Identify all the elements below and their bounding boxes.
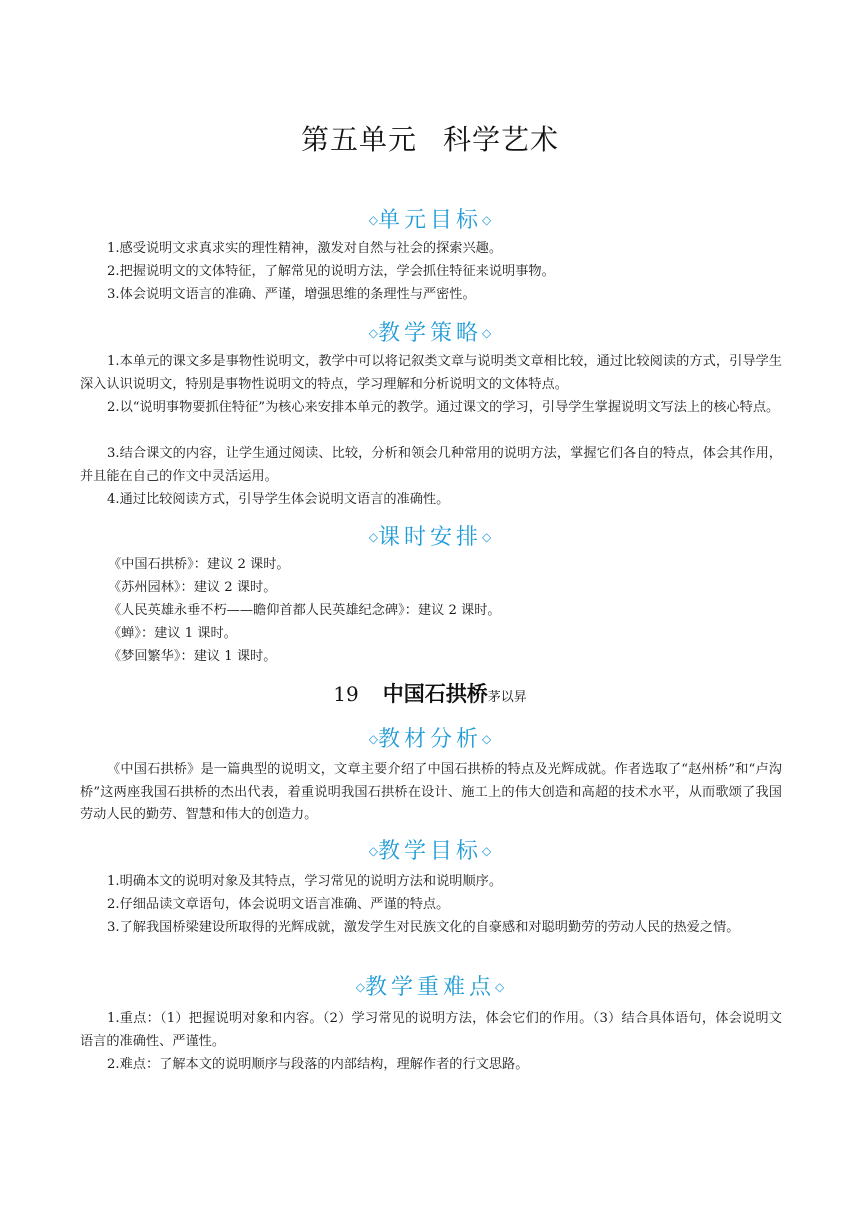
strategy-item: 1.本单元的课文多是事物性说明文，教学中可以将记叙类文章与说明类文章相比较，通过比较阅读的方式，引导学生深入认识说明文，特别是事物性说明文的特点，学习理解和分析说明文的文体特点。 [80, 354, 782, 392]
section-heading-teaching-goals: ◇教学目标◇ [368, 839, 492, 864]
key-point-item: 1.重点：（1）把握说明对象和内容。（2）学习常见的说明方法，体会它们的作用。（3）结合具体语句，体会说明文语言的准确性、严谨性。 [80, 1011, 782, 1049]
schedule-item: 《苏州园林》：建议 2 课时。 [108, 580, 277, 595]
diamond-icon: ◇ [482, 732, 492, 746]
schedule-item: 《中国石拱桥》：建议 2 课时。 [108, 557, 290, 572]
material-paragraph: 《中国石拱桥》是一篇典型的说明文，文章主要介绍了中国石拱桥的特点及光辉成就。作者选取了“赵州桥”和“卢沟桥”这两座我国石拱桥的杰出代表，着重说明我国石拱桥在设计、施工上的伟大创造和高超的技术水平，从而歌颂了我国劳动人民的勤劳、智慧和伟大的创造力。 [80, 762, 782, 822]
diamond-icon: ◇ [368, 732, 378, 746]
diamond-icon: ◇ [368, 326, 378, 340]
lesson-number: 19 [333, 682, 359, 706]
unit-goal-item: 3.体会说明文语言的准确、严谨，增强思维的条理性与严密性。 [107, 287, 476, 302]
strategy-item: 4.通过比较阅读方式，引导学生体会说明文语言的准确性。 [107, 492, 450, 507]
unit-goal-item: 1.感受说明文求真求实的理性精神，激发对自然与社会的探索兴趣。 [107, 241, 503, 256]
section-heading-material: ◇教材分析◇ [368, 727, 492, 752]
diamond-icon: ◇ [368, 530, 378, 544]
strategy-item: 2.以“说明事物要抓住特征”为核心来安排本单元的教学。通过课文的学习，引导学生掌握说明文写法上的核心特点。 [107, 400, 780, 415]
teaching-goal-item: 2.仔细品读文章语句，体会说明文语言准确、严谨的特点。 [107, 897, 450, 912]
diamond-icon: ◇ [355, 980, 365, 994]
schedule-item: 《蝉》：建议 1 课时。 [108, 626, 237, 641]
section-heading-strategy: ◇教学策略◇ [368, 321, 492, 346]
unit-title [0, 118, 860, 158]
section-heading-key-points: ◇教学重难点◇ [355, 975, 505, 1000]
lesson-name: 中国石拱桥 [382, 682, 488, 706]
section-heading-unit-goals: ◇单元目标◇ [368, 208, 492, 233]
strategy-item: 3.结合课文的内容，让学生通过阅读、比较，分析和领会几种常用的说明方法，掌握它们各自的特点，体会其作用，并且能在自己的作文中灵活运用。 [80, 446, 782, 484]
diamond-icon: ◇ [368, 844, 378, 858]
section-heading-schedule: ◇课时安排◇ [368, 525, 492, 550]
lesson-title [0, 678, 860, 708]
schedule-item: 《梦回繁华》：建议 1 课时。 [108, 649, 277, 664]
diamond-icon: ◇ [482, 530, 492, 544]
unit-theme: 科学艺术 [443, 123, 560, 156]
unit-number: 第五单元 [300, 123, 417, 156]
lesson-author: 茅以昇 [487, 690, 527, 705]
teaching-goal-item: 1.明确本文的说明对象及其特点，学习常见的说明方法和说明顺序。 [107, 874, 503, 889]
diamond-icon: ◇ [368, 213, 378, 227]
diamond-icon: ◇ [482, 844, 492, 858]
diamond-icon: ◇ [482, 326, 492, 340]
unit-goal-item: 2.把握说明文的文体特征，了解常见的说明方法，学会抓住特征来说明事物。 [107, 264, 555, 279]
teaching-goal-item: 3.了解我国桥梁建设所取得的光辉成就，激发学生对民族文化的自豪感和对聪明勤劳的劳动人民的热爱之情。 [107, 920, 740, 935]
diamond-icon: ◇ [495, 980, 505, 994]
schedule-item: 《人民英雄永垂不朽——瞻仰首都人民英雄纪念碑》：建议 2 课时。 [108, 603, 501, 618]
key-point-item: 2.难点：了解本文的说明顺序与段落的内部结构，理解作者的行文思路。 [107, 1057, 529, 1072]
diamond-icon: ◇ [482, 213, 492, 227]
